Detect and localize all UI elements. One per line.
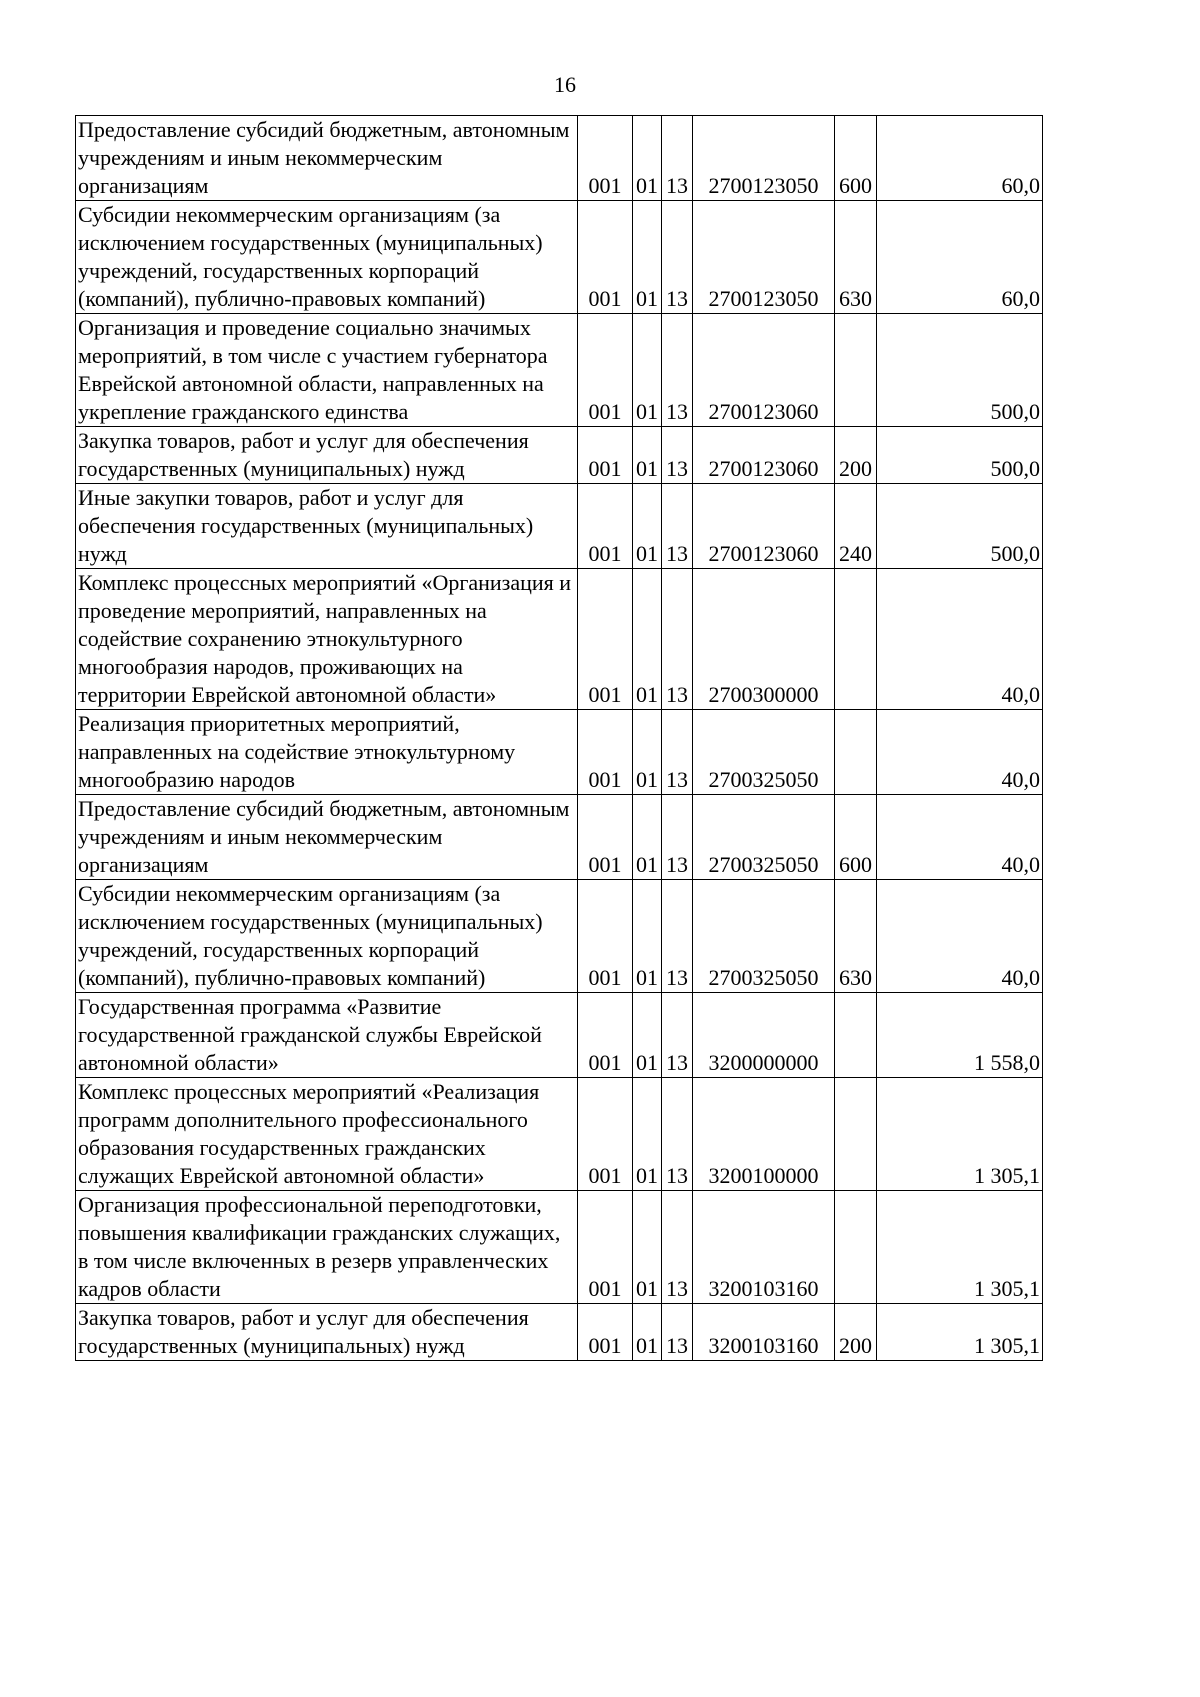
subsection-code: 13 [662,1304,693,1361]
section-code: 01 [633,201,662,314]
ministry-code: 001 [578,1191,633,1304]
section-code: 01 [633,710,662,795]
budget-table-body [76,116,1043,1361]
expense-type-code [835,710,877,795]
section-code: 01 [633,880,662,993]
amount: 60,0 [877,201,1043,314]
target-article-code: 2700123060 [693,484,835,569]
ministry-code: 001 [578,314,633,427]
section-code: 01 [633,116,662,201]
table-row [76,993,1043,1078]
table-row [76,1078,1043,1191]
expense-type-code: 600 [835,795,877,880]
subsection-code: 13 [662,880,693,993]
amount: 60,0 [877,116,1043,201]
amount: 500,0 [877,314,1043,427]
ministry-code: 001 [578,1304,633,1361]
expense-type-code: 200 [835,1304,877,1361]
row-name: Субсидии некоммерческим организациям (за исключением государственных (муниципальных) учреждений, государственных корпораций (компаний), публично-правовых компаний) [76,880,578,993]
section-code: 01 [633,484,662,569]
section-code: 01 [633,993,662,1078]
expense-type-code [835,1078,877,1191]
table-row [76,1304,1043,1361]
table-row [76,484,1043,569]
expense-type-code: 200 [835,427,877,484]
ministry-code: 001 [578,1078,633,1191]
amount: 40,0 [877,569,1043,710]
section-code: 01 [633,795,662,880]
subsection-code: 13 [662,1191,693,1304]
section-code: 01 [633,1078,662,1191]
ministry-code: 001 [578,880,633,993]
row-name: Комплекс процессных мероприятий «Реализация программ дополнительного профессионального образования государственных гражданских служащих Еврейской автономной области» [76,1078,578,1191]
subsection-code: 13 [662,201,693,314]
amount: 1 305,1 [877,1304,1043,1361]
expense-type-code [835,569,877,710]
ministry-code: 001 [578,116,633,201]
expense-type-code: 600 [835,116,877,201]
table-row [76,710,1043,795]
subsection-code: 13 [662,795,693,880]
ministry-code: 001 [578,710,633,795]
target-article-code: 3200000000 [693,993,835,1078]
target-article-code: 2700123060 [693,314,835,427]
subsection-code: 13 [662,993,693,1078]
target-article-code: 3200100000 [693,1078,835,1191]
ministry-code: 001 [578,569,633,710]
amount: 1 305,1 [877,1078,1043,1191]
expense-type-code [835,314,877,427]
ministry-code: 001 [578,484,633,569]
section-code: 01 [633,314,662,427]
expense-type-code [835,1191,877,1304]
target-article-code: 2700300000 [693,569,835,710]
section-code: 01 [633,1304,662,1361]
table-row [76,880,1043,993]
row-name: Организация и проведение социально значимых мероприятий, в том числе с участием губернатора Еврейской автономной области, направленных на укрепление гражданского единства [76,314,578,427]
row-name: Субсидии некоммерческим организациям (за исключением государственных (муниципальных) учреждений, государственных корпораций (компаний), публично-правовых компаний) [76,201,578,314]
amount: 500,0 [877,427,1043,484]
target-article-code: 2700123050 [693,116,835,201]
section-code: 01 [633,427,662,484]
row-name: Предоставление субсидий бюджетным, автономным учреждениям и иным некоммерческим организациям [76,116,578,201]
target-article-code: 3200103160 [693,1304,835,1361]
expense-type-code [835,993,877,1078]
subsection-code: 13 [662,710,693,795]
table-row [76,1191,1043,1304]
amount: 40,0 [877,710,1043,795]
subsection-code: 13 [662,314,693,427]
subsection-code: 13 [662,427,693,484]
table-row [76,201,1043,314]
section-code: 01 [633,569,662,710]
row-name: Закупка товаров, работ и услуг для обеспечения государственных (муниципальных) нужд [76,1304,578,1361]
target-article-code: 2700325050 [693,795,835,880]
amount: 40,0 [877,880,1043,993]
expense-type-code: 630 [835,880,877,993]
row-name: Государственная программа «Развитие государственной гражданской службы Еврейской автономной области» [76,993,578,1078]
table-row [76,427,1043,484]
page-number: 16 [554,72,576,97]
row-name: Предоставление субсидий бюджетным, автономным учреждениям и иным некоммерческим организациям [76,795,578,880]
table-row [76,569,1043,710]
subsection-code: 13 [662,484,693,569]
subsection-code: 13 [662,1078,693,1191]
row-name: Реализация приоритетных мероприятий, направленных на содействие этнокультурному многообразию народов [76,710,578,795]
target-article-code: 2700325050 [693,710,835,795]
table-row [76,795,1043,880]
ministry-code: 001 [578,201,633,314]
section-code: 01 [633,1191,662,1304]
row-name: Комплекс процессных мероприятий «Организация и проведение мероприятий, направленных на содействие сохранению этнокультурного многообразия народов, проживающих на территории Еврейской автономной области» [76,569,578,710]
ministry-code: 001 [578,427,633,484]
target-article-code: 2700123060 [693,427,835,484]
table-row [76,116,1043,201]
expense-type-code: 630 [835,201,877,314]
expense-type-code: 240 [835,484,877,569]
amount: 500,0 [877,484,1043,569]
budget-table [75,115,1043,1361]
ministry-code: 001 [578,795,633,880]
row-name: Закупка товаров, работ и услуг для обеспечения государственных (муниципальных) нужд [76,427,578,484]
target-article-code: 2700325050 [693,880,835,993]
target-article-code: 2700123050 [693,201,835,314]
amount: 40,0 [877,795,1043,880]
subsection-code: 13 [662,116,693,201]
row-name: Организация профессиональной переподготовки, повышения квалификации гражданских служащих, в том числе включенных в резерв управленческих кадров области [76,1191,578,1304]
table-row [76,314,1043,427]
subsection-code: 13 [662,569,693,710]
amount: 1 558,0 [877,993,1043,1078]
amount: 1 305,1 [877,1191,1043,1304]
target-article-code: 3200103160 [693,1191,835,1304]
ministry-code: 001 [578,993,633,1078]
row-name: Иные закупки товаров, работ и услуг для обеспечения государственных (муниципальных) нужд [76,484,578,569]
